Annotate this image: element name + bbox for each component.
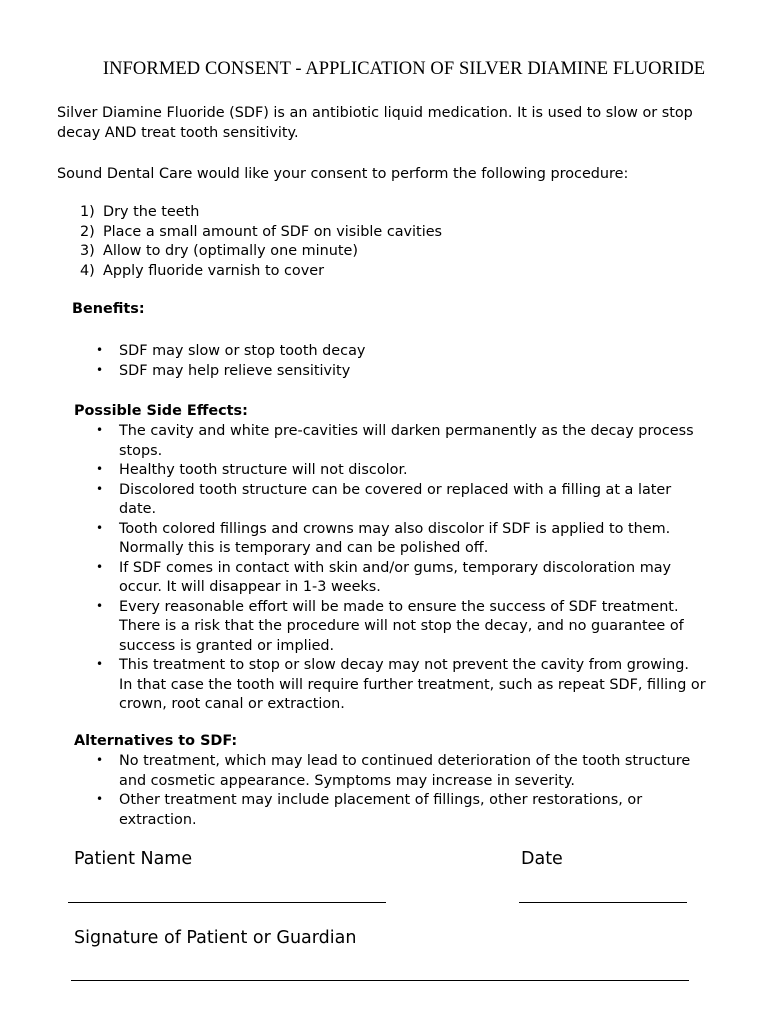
bullet-icon: • <box>96 753 104 767</box>
side-effect-item: • If SDF comes in contact with skin and/or gums, temporary discoloration may occur. It will disappear in 1-3 weeks. <box>96 559 706 598</box>
patient-name-label: Patient Name <box>74 849 193 869</box>
bullet-icon: • <box>96 423 104 437</box>
alternatives-list <box>96 752 706 830</box>
bullet-icon: • <box>96 362 104 377</box>
procedure-step <box>80 203 442 223</box>
alternative-item: • Other treatment may include placement of fillings, other restorations, or extraction. <box>96 791 706 830</box>
bullet-icon: • <box>96 462 104 476</box>
step-number: 3) <box>80 243 95 259</box>
patient-name-line[interactable] <box>68 902 386 903</box>
bullet-icon: • <box>96 343 104 357</box>
benefits-list <box>96 342 706 381</box>
step-number: 1) <box>80 204 95 220</box>
benefit-item: • SDF may help relieve sensitivity <box>96 362 706 382</box>
date-line[interactable] <box>519 902 687 903</box>
side-effect-item: • The cavity and white pre-cavities will darken permanently as the decay process stops. <box>96 422 706 461</box>
alternative-item: • No treatment, which may lead to continued deterioration of the tooth structure and cosmetic appearance. Symptoms may increase in severity. <box>96 752 706 791</box>
side-effects-list <box>96 422 706 715</box>
side-effect-item: • This treatment to stop or slow decay may not prevent the cavity from growing. In that case the tooth will require further treatment, such as repeat SDF, filling or crown, root canal or extraction. <box>96 656 706 715</box>
signature-label: Signature of Patient or Guardian <box>74 928 357 948</box>
procedure-steps <box>80 203 442 281</box>
benefits-heading: Benefits: <box>72 301 145 317</box>
bullet-icon: • <box>96 481 104 496</box>
bullet-icon: • <box>96 598 104 613</box>
side-effects-heading: Possible Side Effects: <box>74 403 248 419</box>
procedure-step <box>80 262 442 282</box>
document-title: INFORMED CONSENT - APPLICATION OF SILVER DIAMINE FLUORIDE <box>102 59 706 79</box>
bullet-icon: • <box>96 520 104 535</box>
side-effect-item: • Every reasonable effort will be made to ensure the success of SDF treatment. There is a risk that the procedure will not stop the decay, and no guarantee of success is granted or implied. <box>96 598 706 657</box>
procedure-step <box>80 223 442 243</box>
signature-line[interactable] <box>71 980 689 981</box>
step-text: Place a small amount of SDF on visible cavities <box>103 223 443 240</box>
side-effect-item: • Discolored tooth structure can be covered or replaced with a filling at a later date. <box>96 481 706 520</box>
side-effect-item: • Tooth colored fillings and crowns may also discolor if SDF is applied to them. Normally this is temporary and can be polished off. <box>96 520 706 559</box>
procedure-step <box>80 242 442 262</box>
bullet-icon: • <box>96 792 104 806</box>
bullet-icon: • <box>96 559 104 574</box>
step-number: 4) <box>80 262 95 279</box>
date-label: Date <box>521 849 563 869</box>
intro-paragraph: Silver Diamine Fluoride (SDF) is an antibiotic liquid medication. It is used to slow or stop decay AND treat tooth sensitivity. <box>57 105 693 141</box>
step-number: 2) <box>80 223 95 240</box>
benefit-item: • SDF may slow or stop tooth decay <box>96 342 706 362</box>
step-text: Dry the teeth <box>103 204 200 220</box>
consent-request: Sound Dental Care would like your consent to perform the following procedure: <box>57 166 629 182</box>
alternatives-heading: Alternatives to SDF: <box>74 733 238 749</box>
step-text: Allow to dry (optimally one minute) <box>103 243 358 259</box>
side-effect-item: • Healthy tooth structure will not discolor. <box>96 461 706 481</box>
step-text: Apply fluoride varnish to cover <box>103 262 325 279</box>
bullet-icon: • <box>96 657 104 671</box>
